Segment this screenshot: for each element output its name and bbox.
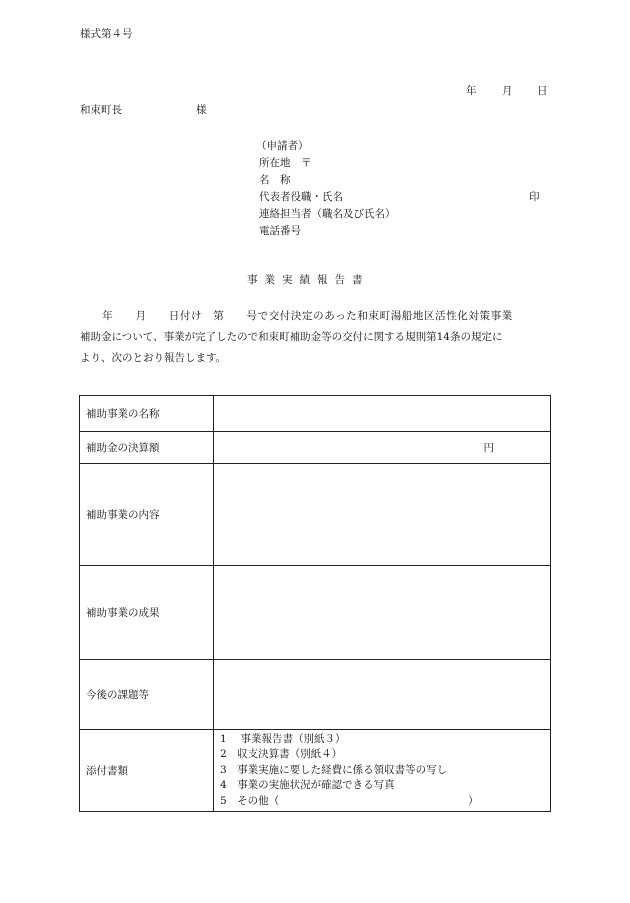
body-paragraph xyxy=(80,306,550,369)
attachment-item: 1 事業報告書（別紙３） xyxy=(220,732,346,745)
project-content-field[interactable] xyxy=(214,464,551,566)
body-line: より、次のとおり報告します。 xyxy=(80,352,227,364)
seal-mark: 印 xyxy=(529,191,540,203)
project-name-field[interactable] xyxy=(214,396,551,432)
row-label: 今後の課題等 xyxy=(80,660,214,730)
addressee-name: 和束町長 xyxy=(80,104,122,116)
table-row xyxy=(80,464,551,566)
table-row xyxy=(80,432,551,464)
applicant-address-label: 所在地 〒 xyxy=(259,157,312,169)
row-label: 補助事業の内容 xyxy=(80,464,214,566)
attachments-list xyxy=(214,730,551,812)
date-month-label: 月 xyxy=(502,85,513,97)
table-row xyxy=(80,566,551,660)
date-year-label: 年 xyxy=(466,85,477,97)
document-title: 事業実績報告書 xyxy=(247,274,370,286)
report-table xyxy=(79,395,551,812)
applicant-contact-label: 連絡担当者（職名及び氏名） xyxy=(259,208,396,220)
row-label: 補助事業の名称 xyxy=(80,396,214,432)
body-line: 年 月 日付け 第 号で交付決定のあった和束町湯船地区活性化対策事業 xyxy=(80,310,513,322)
settlement-amount-field[interactable] xyxy=(214,432,551,464)
addressee-honorific: 様 xyxy=(196,104,207,116)
applicant-name-label: 名 称 xyxy=(259,174,291,186)
attachment-item: 2 収支決算書（別紙４） xyxy=(220,748,343,761)
yen-unit: 円 xyxy=(483,442,494,454)
future-issues-field[interactable] xyxy=(214,660,551,730)
project-results-field[interactable] xyxy=(214,566,551,660)
date-day-label: 日 xyxy=(537,85,548,97)
applicant-header: （申請者） xyxy=(256,140,309,152)
row-label: 補助事業の成果 xyxy=(80,566,214,660)
row-label: 補助金の決算額 xyxy=(80,432,214,464)
body-line: 補助金について、事業が完了したので和束町補助金等の交付に関する規則第14条の規定に xyxy=(80,331,503,343)
attachment-item: 5 その他（ ） xyxy=(220,794,479,807)
applicant-phone-label: 電話番号 xyxy=(259,225,301,237)
table-row xyxy=(80,660,551,730)
attachment-item: 3 事業実施に要した経費に係る領収書等の写し xyxy=(220,763,448,776)
table-row xyxy=(80,396,551,432)
row-label: 添付書類 xyxy=(80,730,214,812)
table-row xyxy=(80,730,551,812)
form-number: 様式第４号 xyxy=(80,28,133,40)
applicant-representative-label: 代表者役職・氏名 xyxy=(259,191,343,203)
attachment-item: 4 事業の実施状況が確認できる写真 xyxy=(220,779,395,792)
